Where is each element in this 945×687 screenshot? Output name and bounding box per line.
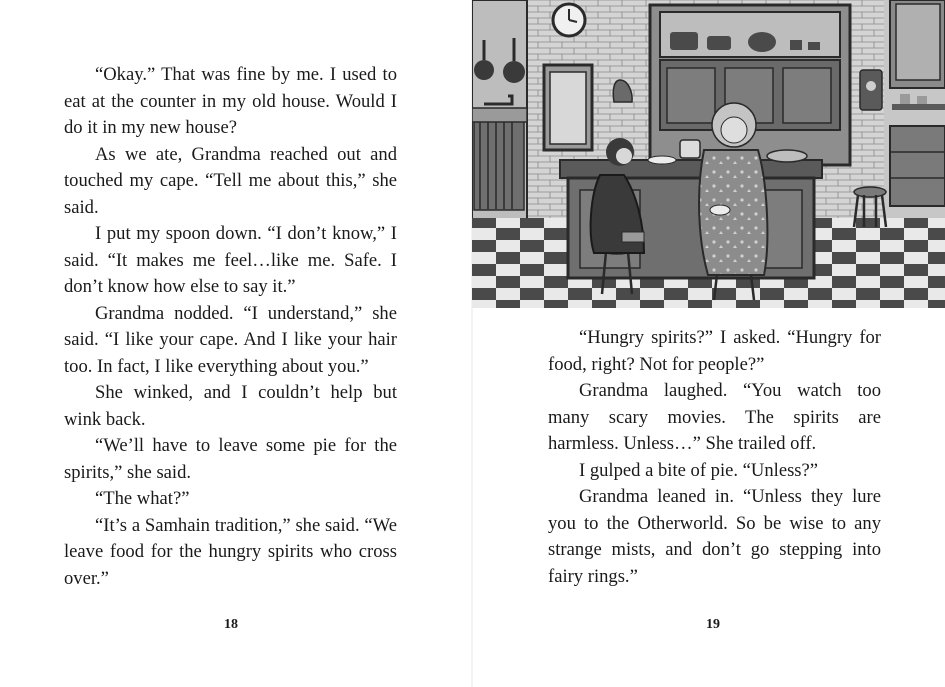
paragraph: I put my spoon down. “I don’t know,” I said. “It makes me feel…like me. Safe. I don’t know how else to say it.” <box>64 223 397 297</box>
paragraph: “Hungry spirits?” I asked. “Hungry for food, right? Not for people?” <box>548 327 881 375</box>
paragraph: Grandma leaned in. “Unless they lure you to the Otherworld. So be wise to any strange mists, and don’t go stepping into fairy rings.” <box>548 486 881 587</box>
paragraph: “The what?” <box>95 488 190 509</box>
paragraph: Grandma laughed. “You watch too many scary movies. The spirits are harmless. Unless…” She trailed off. <box>548 380 881 454</box>
paragraph: “Okay.” That was fine by me. I used to eat at the counter in my old house. Would I do it in my new house? <box>64 64 397 138</box>
left-page-text <box>64 62 397 592</box>
paragraph: Grandma nodded. “I understand,” she said. “I like your cape. And I like your hair too. In fact, I like everything about you.” <box>64 302 397 377</box>
paragraph: As we ate, Grandma reached out and touched my cape. “Tell me about this,” she said. <box>64 143 397 218</box>
page-number-right: 19 <box>706 617 720 632</box>
page-number-left: 18 <box>224 617 238 632</box>
left-page <box>0 0 472 687</box>
kitchen-scene-illustration <box>472 0 945 308</box>
right-page-text <box>548 325 881 590</box>
paragraph: I gulped a bite of pie. “Unless?” <box>579 459 819 481</box>
paragraph: “We’ll have to leave some pie for the spirits,” she said. <box>64 435 397 483</box>
paragraph: “It’s a Samhain tradition,” she said. “We leave food for the hungry spirits who cross over.” <box>64 514 397 589</box>
paragraph: She winked, and I couldn’t help but wink back. <box>64 382 397 430</box>
